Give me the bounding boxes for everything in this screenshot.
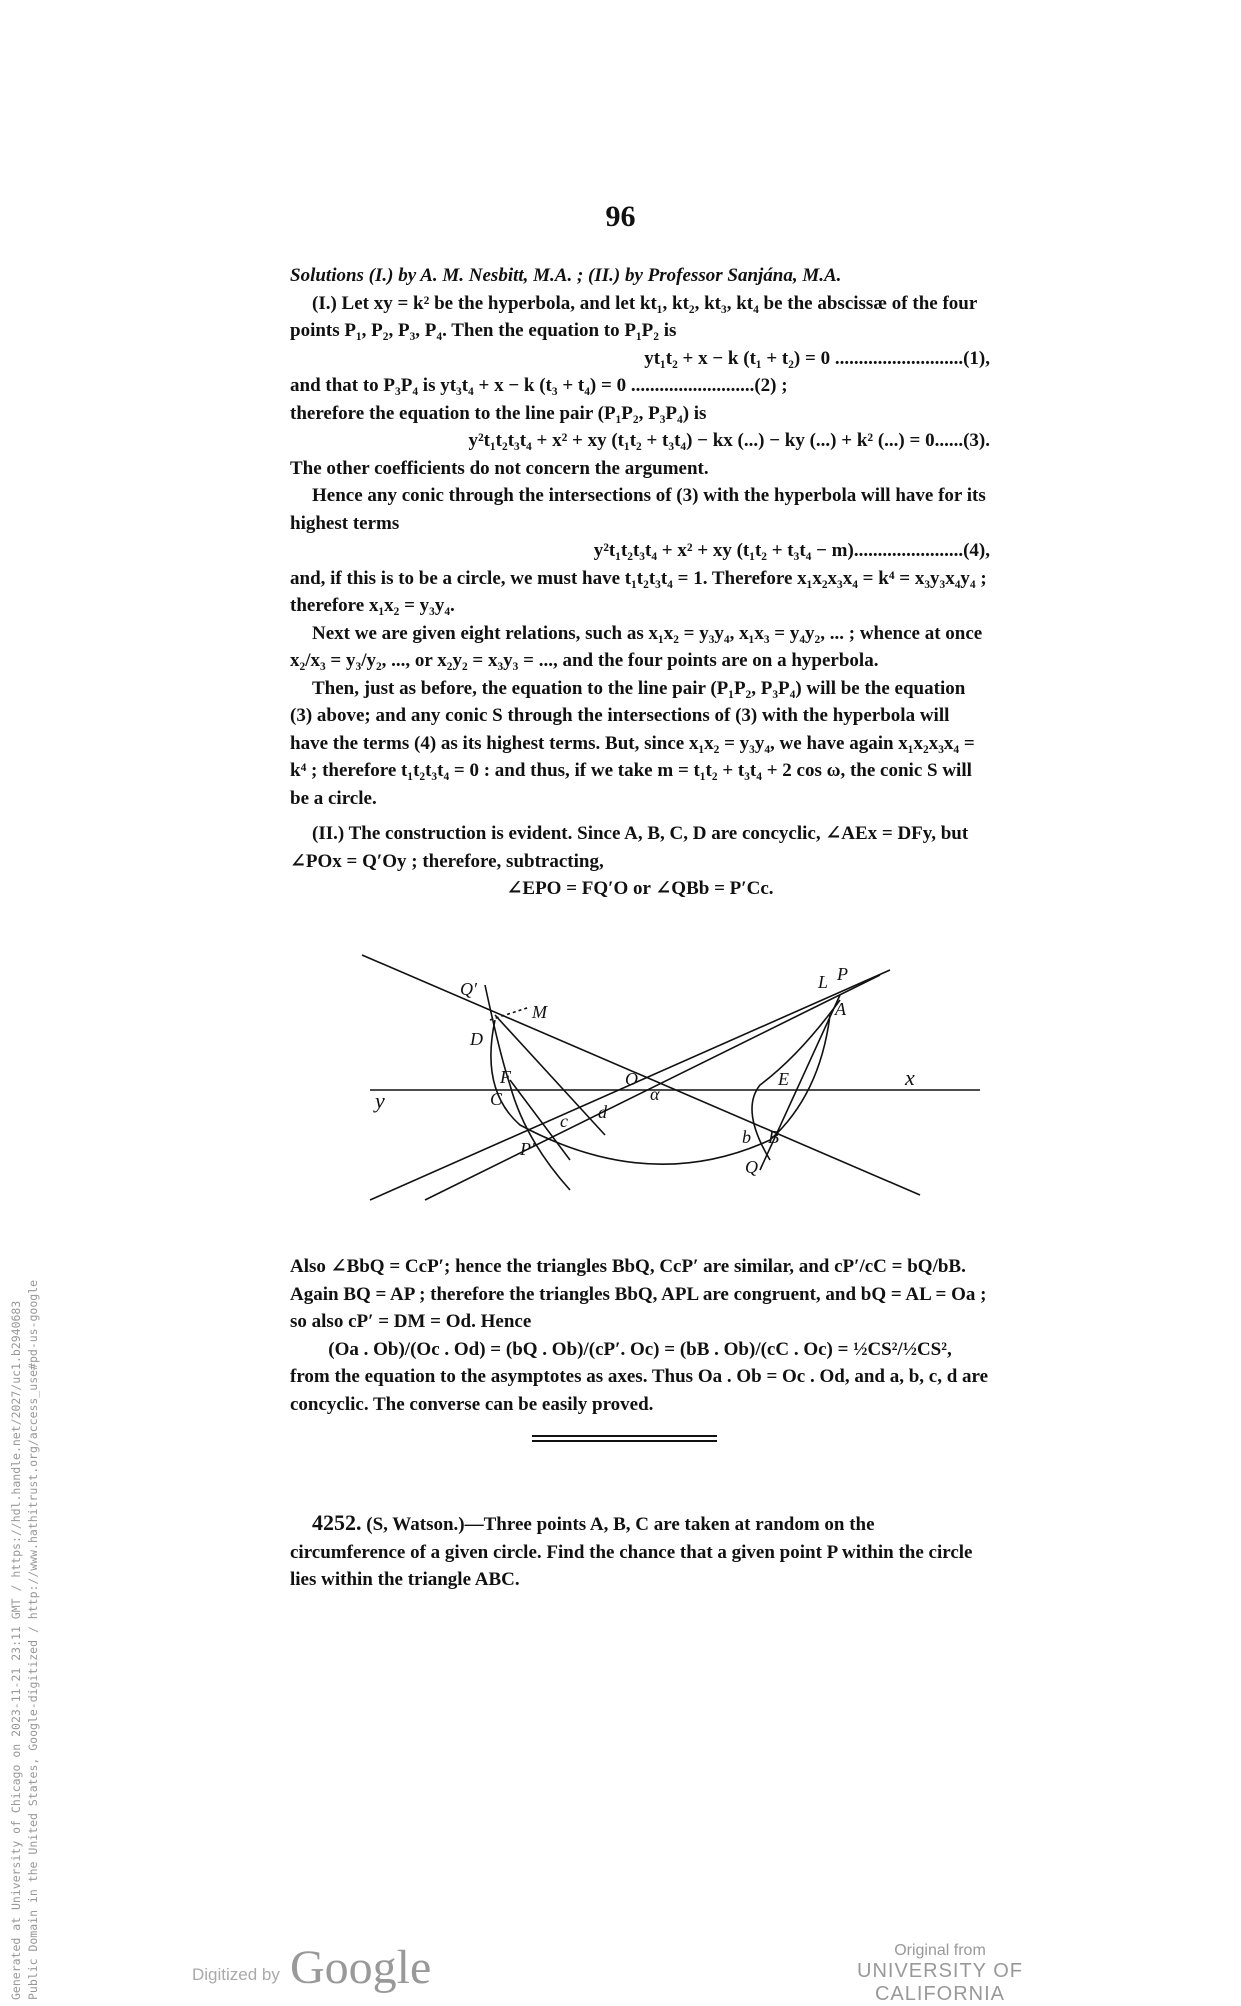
original-source bbox=[790, 1942, 1090, 2006]
university-label: UNIVERSITY OF CALIFORNIA bbox=[857, 1960, 1023, 2005]
geometry-diagram bbox=[360, 945, 990, 1245]
label-E: E bbox=[778, 1069, 789, 1089]
problem-number: 4252. bbox=[312, 1510, 362, 1535]
label-c: c bbox=[560, 1111, 568, 1131]
label-d: d bbox=[598, 1102, 607, 1122]
label-P1: P′ bbox=[520, 1139, 535, 1159]
problem-text: (S, Watson.)—Three points A, B, C are taken at random on the circumference of a given circle. Find the chance that a given point P within the circle lies within the triangle ABC. bbox=[290, 1514, 973, 1590]
paragraph-part1-intro: (I.) Let xy = k² be the hyperbola, and let kt₁, kt₂, kt₃, kt₄ be the abscissæ of the four points P₁, P₂, P₃, P₄. Then the equation to P₁P₂ is bbox=[290, 292, 977, 341]
google-logo-text: Google bbox=[290, 1941, 432, 1994]
label-C: C bbox=[490, 1089, 503, 1109]
paragraph-part6: (II.) The construction is evident. Since A, B, C, D are concyclic, ∠AEx = DFy, but ∠POx = Q′Oy ; therefore, subtracting, bbox=[290, 823, 969, 872]
side-note-line-1: Generated at University of Chicago on 2023-11-21 23:11 GMT / https://hdl.handle.net/2027/uc1.b2940683 bbox=[9, 1300, 23, 2000]
label-M: M bbox=[532, 1002, 547, 1022]
side-note-line-2: Public Domain in the United States, Google-digitized / http://www.hathitrust.org/access_use#pd-us-google bbox=[26, 1279, 40, 2000]
paragraph-part3: and, if this is to be a circle, we must have t₁t₂t₃t₄ = 1. Therefore x₁x₂x₃x₄ = k⁴ = x₃y₃x₄y₄ ; therefore x₁x₂ = y₃y₄. bbox=[290, 567, 987, 616]
digitized-by-label: Digitized by bbox=[192, 1965, 280, 1984]
label-D: D bbox=[470, 1029, 483, 1049]
section-divider bbox=[532, 1435, 717, 1442]
label-Q: Q bbox=[745, 1157, 758, 1177]
paragraph-part4: Next we are given eight relations, such as x₁x₂ = y₃y₄, x₁x₃ = y₄y₂, ... ; whence at once x₂/x₃ = y₃/y₂, ..., or x₂y₂ = x₃y₃ = ..., and the four points are on a hyperbola. bbox=[290, 622, 983, 671]
equation-1: yt₁t₂ + x − k (t₁ + t₂) = 0 ...........................(1), bbox=[644, 347, 990, 369]
label-alpha: α bbox=[650, 1084, 660, 1104]
coefficients-note: The other coefficients do not concern the argument. bbox=[290, 457, 709, 479]
problem-4252 bbox=[290, 1490, 990, 1613]
label-O: O bbox=[625, 1069, 638, 1089]
hathitrust-side-note bbox=[8, 1280, 42, 2000]
label-B: B bbox=[768, 1127, 779, 1147]
equation-6: (Oa . Ob)/(Oc . Od) = (bQ . Ob)/(cP′. Oc) = (bB . Ob)/(cC . Oc) = ½CS²/½CS², bbox=[328, 1338, 952, 1360]
line-pair-statement: therefore the equation to the line pair (P₁P₂, P₃P₄) is bbox=[290, 402, 707, 424]
label-x: x bbox=[905, 1065, 915, 1090]
page-number: 96 bbox=[605, 200, 636, 233]
asymptote-line-1 bbox=[362, 955, 920, 1195]
paragraph-part5: Then, just as before, the equation to the line pair (P₁P₂, P₃P₄) will be the equation (3) above; and any conic S through the intersections of (3) with the hyperbola will have the terms (4) as its highest terms. But, since x₁x₂ = y₃y₄, we have again x₁x₂x₃x₄ = k⁴ ; therefore t₁t₂t₃t₄ = 0 : and thus, if we take m = t₁t₂ + t₃t₄ + 2 cos ω, the conic S will be a circle. bbox=[290, 677, 975, 809]
label-b: b bbox=[742, 1127, 751, 1147]
paragraph-part2: Hence any conic through the intersections of (3) with the hyperbola will have for its highest terms bbox=[290, 485, 986, 534]
equation-5: ∠EPO = FQ′O or ∠QBb = P′Cc. bbox=[506, 878, 774, 899]
equation-2-line: and that to P₃P₄ is yt₃t₄ + x − k (t₃ + t₄) = 0 ..........................(2) ; bbox=[290, 375, 788, 396]
label-y: y bbox=[375, 1088, 385, 1113]
solution-body bbox=[290, 262, 990, 903]
equation-4: y²t₁t₂t₃t₄ + x² + xy (t₁t₂ + t₃t₄ − m).......................(4), bbox=[593, 540, 990, 561]
label-A: A bbox=[835, 999, 846, 1019]
label-L: L bbox=[818, 972, 829, 992]
equation-3: y²t₁t₂t₃t₄ + x² + xy (t₁t₂ + t₃t₄) − kx (...) − ky (...) + k² (...) = 0......(3). bbox=[468, 430, 990, 451]
hyperbola-left-branch bbox=[485, 985, 570, 1190]
label-P: P bbox=[837, 964, 848, 984]
solution-continuation bbox=[290, 1253, 990, 1418]
label-Q1: Q′ bbox=[460, 979, 477, 999]
solutions-header: Solutions (I.) by A. M. Nesbitt, M.A. ; (II.) by Professor Sanjána, M.A. bbox=[290, 265, 842, 286]
paragraph-part8: from the equation to the asymptotes as axes. Thus Oa . Ob = Oc . Od, and a, b, c, d are concyclic. The converse can be easily proved. bbox=[290, 1366, 989, 1415]
paragraph-part7: Also ∠BbQ = CcP′; hence the triangles BbQ, CcP′ are similar, and cP′/cC = bQ/bB. Again BQ = AP ; therefore the triangles BbQ, APL are congruent, and bQ = AL = Oa ; so also cP′ = DM = Od. Hence bbox=[290, 1256, 987, 1332]
original-from-label: Original from bbox=[894, 1942, 986, 1959]
label-F: F bbox=[500, 1067, 511, 1087]
